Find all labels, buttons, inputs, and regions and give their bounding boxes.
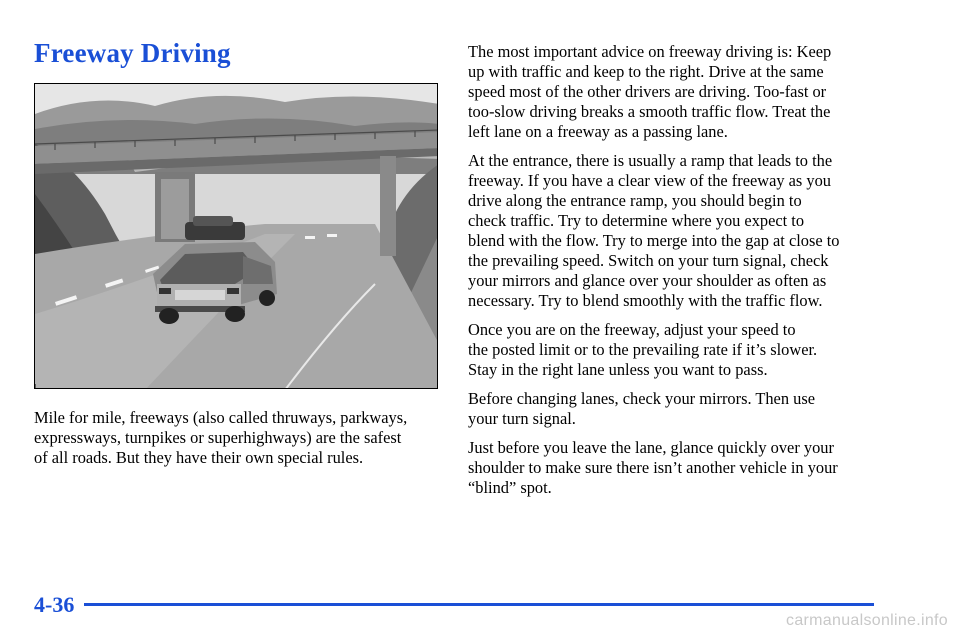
- advice-paragraph: Once you are on the freeway, adjust your speed to the posted limit or to the prevailing rate if it’s slower. Stay in the right lane unless you want to pass.: [468, 320, 818, 379]
- intro-column: [34, 408, 442, 477]
- intro-paragraph: Mile for mile, freeways (also called thruways, parkways, expressways, turnpikes or superhighways) are the safest of all roads. But they have their own special rules.: [34, 408, 408, 467]
- advice-column: [468, 42, 880, 507]
- freeway-illustration-drawing: [35, 84, 438, 389]
- watermark: carmanualsonline.info: [786, 612, 948, 629]
- advice-paragraph: The most important advice on freeway driving is: Keep up with traffic and keep to the right. Drive at the same speed most of the other drivers are driving. Too-fast or too-slow driving breaks a smooth traffic flow. Treat the left lane on a freeway as a passing lane.: [468, 42, 832, 141]
- advice-paragraph: Just before you leave the lane, glance quickly over your shoulder to make sure there isn’t another vehicle in your “blind” spot.: [468, 438, 838, 497]
- freeway-illustration: [34, 83, 438, 389]
- advice-paragraph: Before changing lanes, check your mirrors. Then use your turn signal.: [468, 389, 815, 428]
- page-number: 4-36: [34, 592, 75, 617]
- advice-paragraph: At the entrance, there is usually a ramp that leads to the freeway. If you have a clear view of the freeway as you drive along the entrance ramp, you should begin to check traffic. Try to determine where you expect to blend with the flow. Try to merge into the gap at close to the prevailing speed. Switch on your turn signal, check your mirrors and glance over your shoulder as often as necessary. Try to blend smoothly with the traffic flow.: [468, 151, 840, 310]
- page-title: Freeway Driving: [34, 38, 231, 68]
- footer-divider: [84, 603, 874, 606]
